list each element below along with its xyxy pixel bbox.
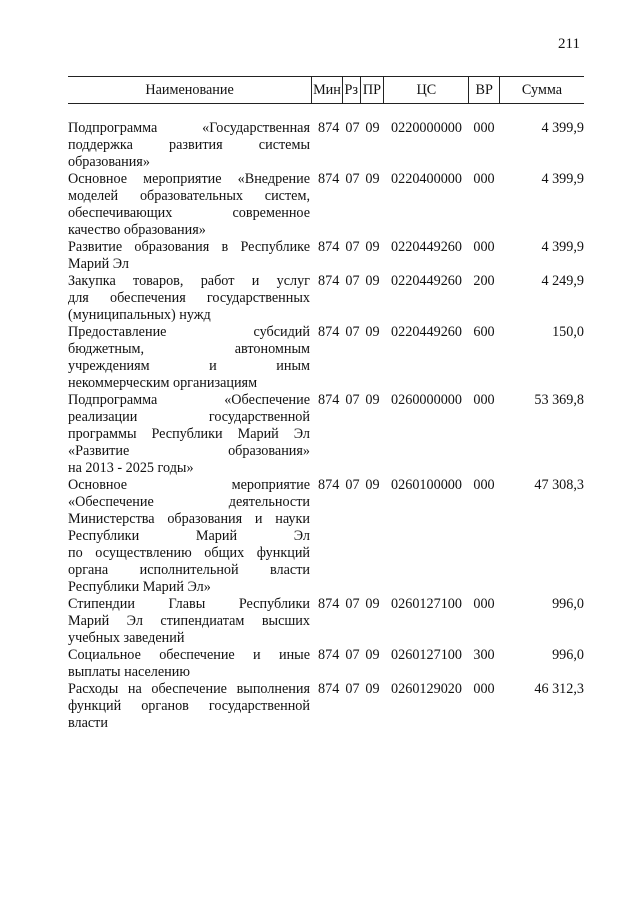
row-min: 874 [318,171,340,187]
row-pr: 09 [365,392,380,408]
row-name-line: некоммерческим организациям [68,375,258,391]
row-name [68,324,314,392]
row-vr: 000 [473,477,495,493]
row-sum: 47 308,3 [534,477,584,493]
table-row [68,681,584,732]
row-name [68,392,314,477]
row-name [68,477,314,596]
row-name-line: Расходы на обеспечение выполнения [68,681,310,697]
row-vr: 000 [473,596,495,612]
header-rz: Рз [342,77,360,103]
row-name-line: Подпрограмма «Государственная [68,120,310,136]
row-name [68,681,314,732]
row-name [68,239,314,273]
row-sum: 996,0 [552,596,584,612]
header-name: Наименование [145,82,234,98]
row-sum: 46 312,3 [534,681,584,697]
row-name [68,171,314,239]
row-rz: 07 [345,273,360,289]
row-name-line: Закупка товаров, работ и услуг [68,273,310,289]
row-name-line: Развитие образования в Республике [68,239,310,255]
row-name-line: органа исполнительной власти [68,562,310,578]
row-min: 874 [318,647,340,663]
row-vr: 200 [473,273,495,289]
row-name-line: обеспечивающих современное [68,205,310,221]
row-rz: 07 [345,239,360,255]
row-vr: 600 [473,324,495,340]
row-name-line: «Развитие образования» [68,443,310,459]
row-rz: 07 [345,392,360,408]
row-min: 874 [318,392,340,408]
row-cs: 0260000000 [391,392,462,408]
row-pr: 09 [365,324,380,340]
row-name-line: образования» [68,154,150,170]
row-name-line: (муниципальных) нужд [68,307,211,323]
header-cs: ЦС [383,77,468,103]
row-name-line: власти [68,715,108,731]
row-pr: 09 [365,239,380,255]
row-vr: 300 [473,647,495,663]
table-row [68,647,584,681]
row-pr: 09 [365,120,380,136]
row-name-line: Марий Эл стипендиатам высших [68,613,310,629]
row-rz: 07 [345,120,360,136]
table-row [68,239,584,273]
header-min: Мин [311,77,342,103]
row-name-line: Стипендии Главы Республики [68,596,310,612]
row-cs: 0220449260 [391,324,462,340]
row-min: 874 [318,120,340,136]
table-row [68,273,584,324]
row-vr: 000 [473,681,495,697]
row-name-line: учреждениям и иным [68,358,310,374]
row-min: 874 [318,239,340,255]
row-pr: 09 [365,171,380,187]
budget-table [68,76,584,732]
row-vr: 000 [473,171,495,187]
table-body [68,120,584,732]
row-cs: 0260100000 [391,477,462,493]
row-cs: 0220449260 [391,273,462,289]
row-vr: 000 [473,120,495,136]
row-name-line: Республики Марий Эл [68,528,310,544]
row-pr: 09 [365,647,380,663]
row-name-line: реализации государственной [68,409,310,425]
table-row [68,324,584,392]
row-name [68,647,314,681]
row-cs: 0260127100 [391,647,462,663]
row-name-line: «Обеспечение деятельности [68,494,310,510]
header-vr: ВР [468,77,499,103]
row-name-line: выплаты населению [68,664,190,680]
row-min: 874 [318,477,340,493]
row-name-line: Предоставление субсидий [68,324,310,340]
row-rz: 07 [345,647,360,663]
row-rz: 07 [345,596,360,612]
row-rz: 07 [345,324,360,340]
row-min: 874 [318,596,340,612]
row-sum: 4 249,9 [541,273,584,289]
header-pr: ПР [360,77,384,103]
row-rz: 07 [345,171,360,187]
row-name [68,273,314,324]
row-name-line: качество образования» [68,222,206,238]
header-sum: Сумма [499,77,584,103]
row-name [68,596,314,647]
row-vr: 000 [473,392,495,408]
row-cs: 0220400000 [391,171,462,187]
row-name-line: по осуществлению общих функций [68,545,310,561]
row-pr: 09 [365,681,380,697]
row-name-line: на 2013 - 2025 годы» [68,460,194,476]
row-sum: 53 369,8 [534,392,584,408]
row-min: 874 [318,324,340,340]
row-name-line: моделей образовательных систем, [68,188,310,204]
row-cs: 0220000000 [391,120,462,136]
row-rz: 07 [345,681,360,697]
table-row [68,392,584,477]
row-min: 874 [318,273,340,289]
row-name-line: Марий Эл [68,256,129,272]
row-name-line: Республики Марий Эл» [68,579,211,595]
row-sum: 4 399,9 [541,171,584,187]
row-name-line: Основное мероприятие [68,477,310,493]
row-name-line: поддержка развития системы [68,137,310,153]
table-header [68,76,584,104]
row-name-line: Подпрограмма «Обеспечение [68,392,310,408]
row-vr: 000 [473,239,495,255]
row-sum: 996,0 [552,647,584,663]
page-number: 211 [558,36,580,52]
row-name-line: Основное мероприятие «Внедрение [68,171,310,187]
row-name [68,120,314,171]
table-row [68,596,584,647]
row-name-line: для обеспечения государственных [68,290,310,306]
row-name-line: бюджетным, автономным [68,341,310,357]
row-sum: 150,0 [552,324,584,340]
row-pr: 09 [365,477,380,493]
row-name-line: функций органов государственной [68,698,310,714]
table-row [68,120,584,171]
row-cs: 0220449260 [391,239,462,255]
row-sum: 4 399,9 [541,239,584,255]
row-cs: 0260127100 [391,596,462,612]
row-sum: 4 399,9 [541,120,584,136]
row-name-line: Социальное обеспечение и иные [68,647,310,663]
table-row [68,171,584,239]
row-name-line: Министерства образования и науки [68,511,310,527]
row-pr: 09 [365,273,380,289]
row-pr: 09 [365,596,380,612]
row-rz: 07 [345,477,360,493]
row-name-line: программы Республики Марий Эл [68,426,310,442]
row-cs: 0260129020 [391,681,462,697]
row-min: 874 [318,681,340,697]
table-row [68,477,584,596]
row-name-line: учебных заведений [68,630,185,646]
